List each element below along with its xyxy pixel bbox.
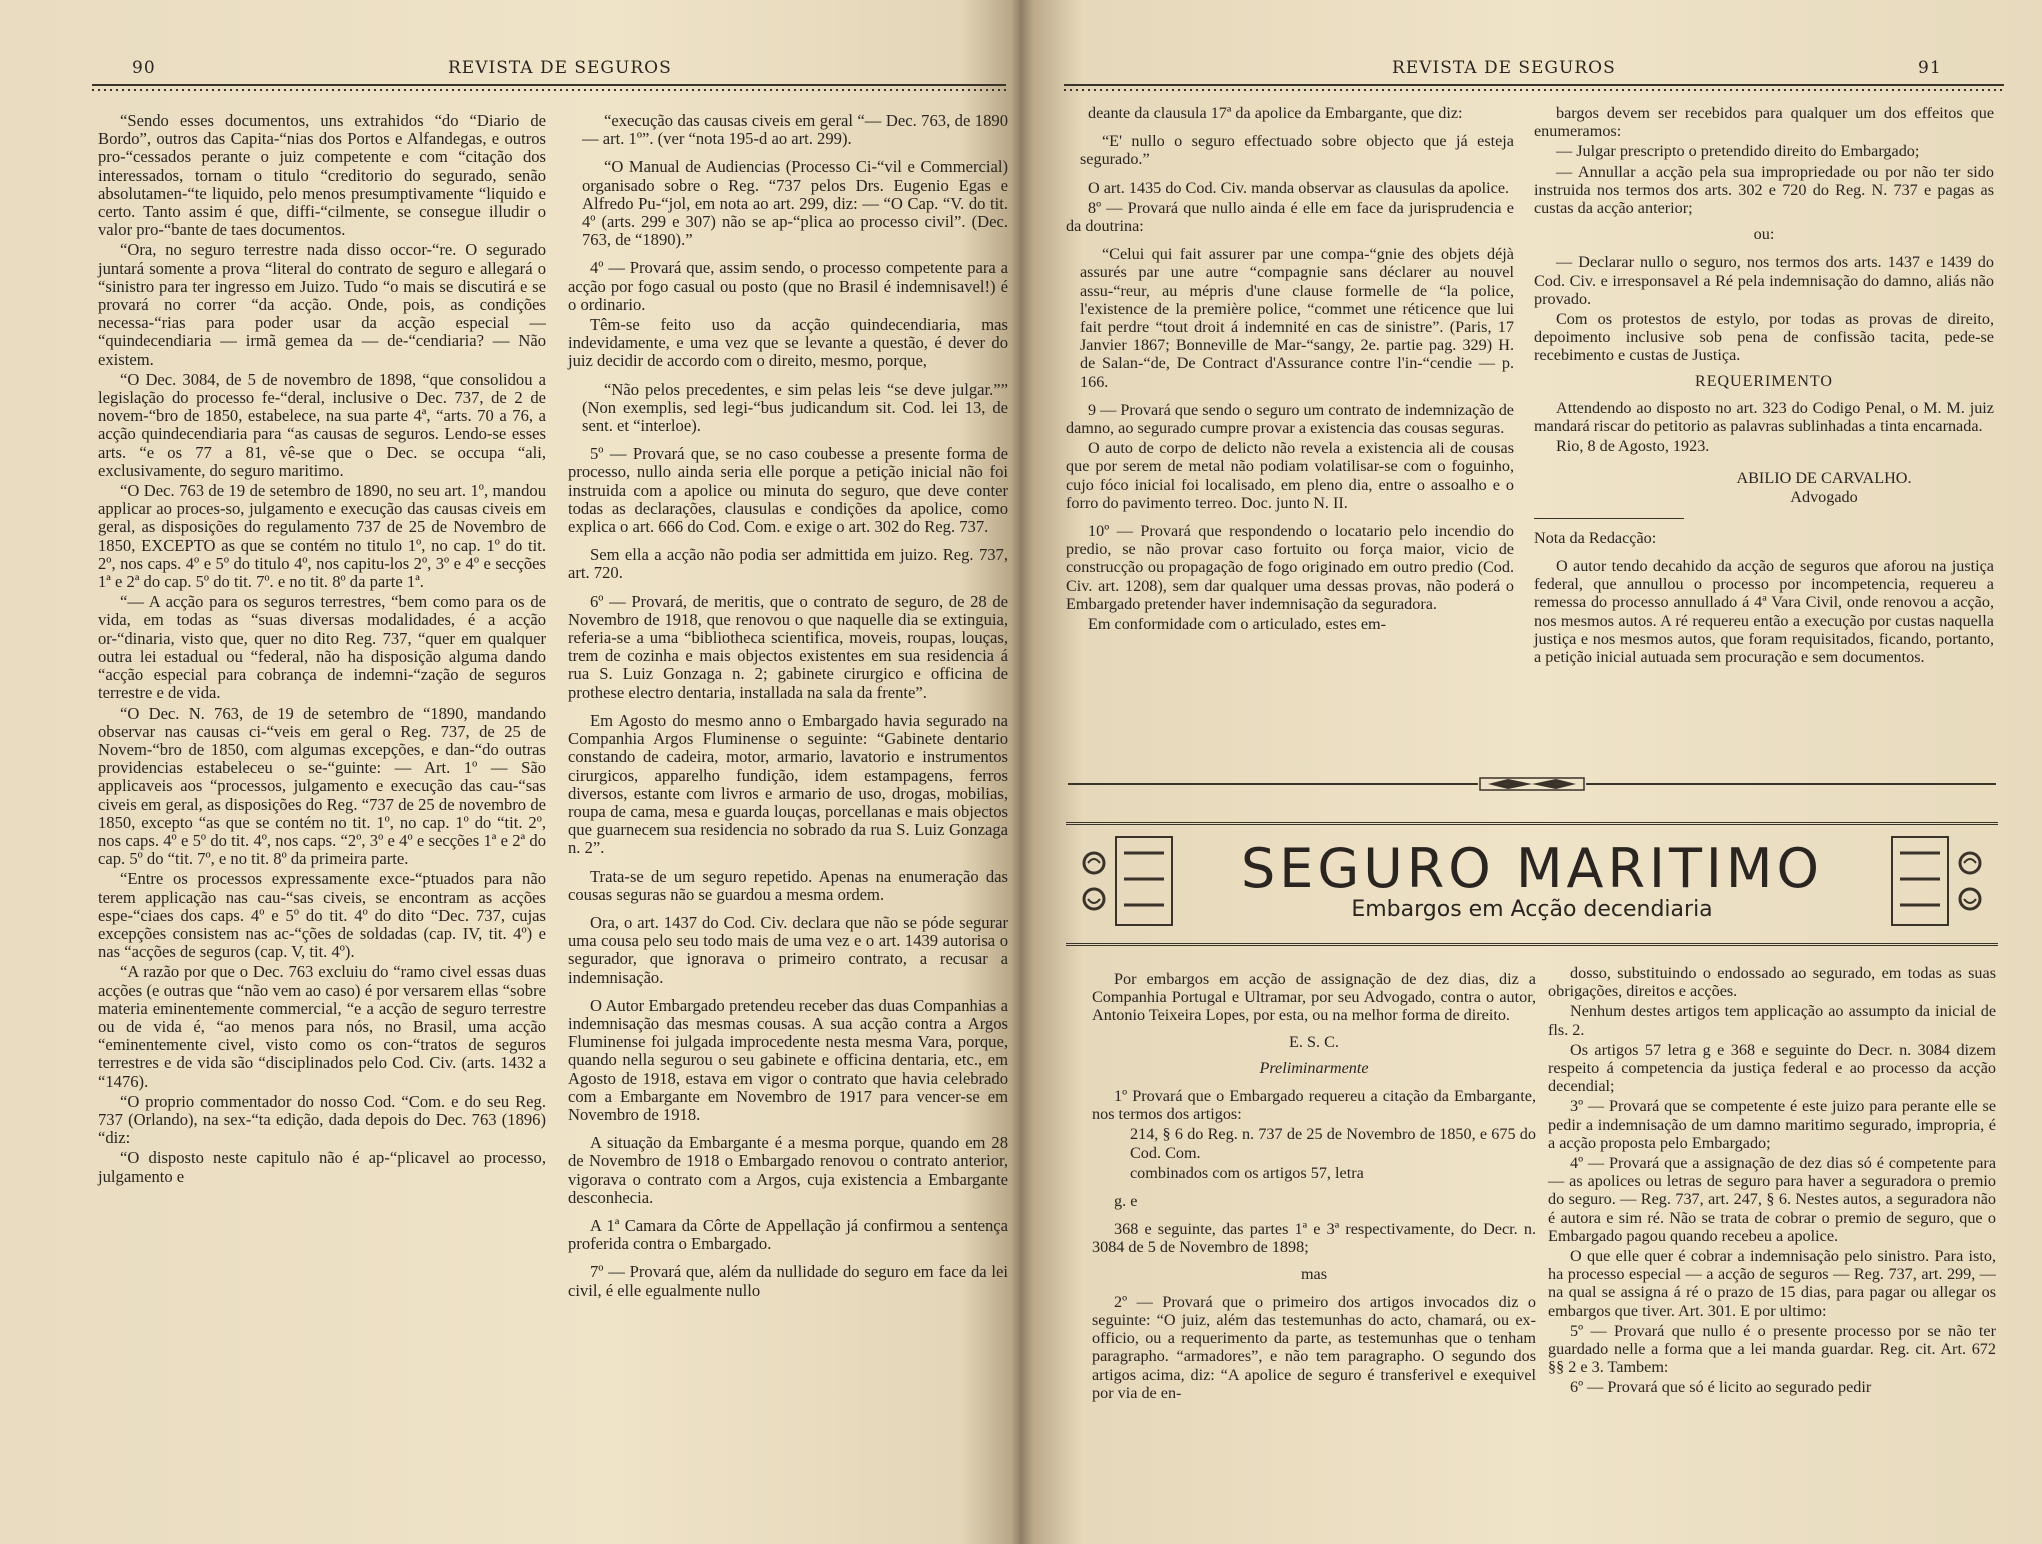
paragraph: 1º Provará que o Embargado requereu a citação da Embargante, nos termos dos artigos: bbox=[1092, 1087, 1536, 1124]
running-head: REVISTA DE SEGUROS bbox=[1392, 58, 1616, 78]
paragraph: deante da clausula 17ª da apolice da Embargante, que diz: bbox=[1088, 104, 1463, 122]
paragraph: 10º — Provará que respondendo o locatario pelo incendio do predio, se não provar caso fortuito ou força maior, vicio de construcção ou propagação de fogo originado em outro predio (Cod. Civ. art. 1208), sem dar qualquer uma dessas provas, não poderá o Embargado pretender haver indemnisação da seguradora. bbox=[1066, 522, 1514, 613]
paragraph: g. e bbox=[1114, 1192, 1138, 1211]
article-column-1 bbox=[1092, 970, 1536, 1404]
article-banner bbox=[1066, 822, 1998, 946]
paragraph: ou: bbox=[1753, 225, 1775, 244]
paragraph: “A razão por que o Dec. 763 excluiu do “ramo civel essas duas acções (e outras que “não vem ao caso) é por versarem ellas “sobre materia eminentemente commercial, “e a acção de seguro terrestre ou de vida é, “ao menos para nós, no Brasil, uma acção “eminentemente civel, visto como os con-“tratos de seguros terrestres e de vida são “disciplinados pelo Cod. Civ. (arts. 1432 a “1476). bbox=[98, 962, 546, 1091]
banner-title: SEGURO MARITIMO bbox=[1241, 837, 1823, 900]
page-number: 90 bbox=[132, 58, 156, 78]
paragraph: mas bbox=[1300, 1264, 1328, 1283]
requerimento-text: Attendendo ao disposto no art. 323 do Codigo Penal, o M. M. juiz mandará riscar do petitorio as palavras sublinhadas a tinta encarnada. bbox=[1534, 398, 1994, 436]
paragraph: A situação da Embargante é a mesma porque, quando em 28 de Novembro de 1918 o Embargado renovou o contrato anterior, vigorava o contrato com a Argos, cuja existencia a Embargante desconhecia. bbox=[568, 1133, 1008, 1207]
paragraph: “Não pelos precedentes, e sim pelas leis “se deve julgar.”” (Non exemplis, sed legi-“bus judicandum sit. Cod. lei 13, de sent. et “interloe). bbox=[582, 379, 1008, 436]
paragraph: O que elle quer é cobrar a indemnisação pelo sinistro. Para isto, ha processo especial — a acção de seguros — Reg. 737, art. 299, — na qual se assigna á ré o prazo de 15 dias, para pagar ou allegar os embargos que tiver. Art. 301. E por ultimo: bbox=[1548, 1247, 1996, 1320]
paragraph: Ora, o art. 1437 do Cod. Civ. declara que não se póde segurar uma cousa pelo seu todo mais de uma vez e o art. 1439 autorisa o segurador, que ignorava o primeiro contrato, a recusar a indemnisação. bbox=[568, 912, 1008, 987]
paragraph: 6º — Provará, de meritis, que o contrato de seguro, de 28 de Novembro de 1918, que renovou o que naquelle dia se extinguia, referia-se a uma “bibliotheca scientifica, moveis, roupas, louças, trem de cozinha e mais objectos existentes em sua residencia á rua S. Luiz Gonzaga n. 2; gabinete cirurgico e officina de prothese electro dentaria, installada na sala da frente”. bbox=[568, 591, 1008, 702]
paragraph: 368 e seguinte, das partes 1ª e 3ª respectivamente, do Decr. n. 3084 de 5 de Novembro de 1898; bbox=[1092, 1220, 1536, 1257]
page-number: 91 bbox=[1918, 58, 1942, 78]
paragraph: 3º — Provará que se competente é este juizo para perante elle se pedir a indemnisação de um damno maritimo segurado, impropria, é a acção proposta pelo Embargado; bbox=[1548, 1097, 1996, 1152]
paragraph: Têm-se feito uso da acção quindecendiaria, mas indevidamente, e uma vez que se levante a questão, é dever do juiz decidir de accordo com o direito, mesmo, porque, bbox=[568, 315, 1008, 371]
paragraph: — Declarar nullo o seguro, nos termos dos arts. 1437 e 1439 do Cod. Civ. e irresponsavel a Ré pela indemnisação do damno, aliás não provado. bbox=[1534, 253, 1994, 308]
paragraph: “O Dec. 3084, de 5 de novembro de 1898, “que consolidou a legislação do processo fe-“deral, inclusive o Dec. 737, de 2 de novem-“bro de 1850, estabelece, na sua parte 4ª, “arts. 70 a 76, a acção quindecendiaria para “as causas de seguros. Lendo-se esses arts. “e os 77 a 81, vê-se que o Dec. se occupa “ali, exclusivamente, do seguro maritimo. bbox=[98, 369, 546, 480]
paragraph: “O Dec. N. 763, de 19 de setembro de “1890, mandando observar nas causas ci-“veis em geral o Reg. 737, de 25 de Novem-“bro de 1850, com algumas excepções, e dan-“do outras providencias estabeleceu o se-“guinte: — Art. 1º — São applicaveis aos “processos, julgamento e execução das cau-“sas civeis em geral, as disposições do Reg. “737 de 25 de novembro de 1850, excepto “as que se contém no tit. 1º, no cap. 1º do “tit. 2º, nos caps. 4º e 5º do tit. 4º, nos caps. “2º, 3º e 4º e secções 1ª e 2ª do cap. 5º do “tit. 7º, e no tit. 8º da primeira parte. bbox=[98, 703, 546, 869]
paragraph: O art. 1435 do Cod. Civ. manda observar as clausulas da apolice. bbox=[1088, 178, 1510, 197]
paragraph: “Celui qui fait assurer par une compa-“gnie des objets déjà assurés par une autre “compagnie sans déclarer au nouvel assu-“reur, au mépris d'une clause formelle de “la police, l'existence de la première police, “commet une réticence que lui fait perdre “tout droit á indemnité en cas de sinistre”. (Paris, 17 Janvier 1867; Bonneville de Mar-“sangy, 2e. partie pag. 329) H. de Salan-“de, De Contract d'Assurance contre l'in-“cendie — p. 166. bbox=[1080, 245, 1514, 391]
paragraph: O Autor Embargado pretendeu receber das duas Companhias a indemnisação das mesmas cousas. A sua acção contra a Argos Fluminense foi julgada improcedente nesta mesma Vara, porque, quando nella segurou o seu gabinete e officina dentaria, etc., em Agosto de 1918, estava em vigor o contrato que havia celebrado com a Embargante em Novembro de 1917 para vencer-se em Novembro de 1918. bbox=[568, 995, 1008, 1124]
paragraph: O auto de corpo de delicto não revela a existencia ali de cousas que por serem de metal não podiam volatilisar-se com o foguinho, cujo fóco inicial foi localisado, em pleno dia, entre o assoalho e o forro do pavimento terreo. Doc. junto N. II. bbox=[1066, 439, 1514, 512]
right-column-2 bbox=[1534, 104, 1994, 668]
header-rule bbox=[1064, 84, 2004, 92]
signature-role: Advogado bbox=[1790, 487, 1858, 506]
paragraph: dosso, substituindo o endossado ao segurado, em todas as suas obrigações, direitos e acções. bbox=[1548, 964, 1996, 1001]
note-heading: Nota da Redacção: bbox=[1534, 528, 1657, 547]
left-column-1 bbox=[98, 112, 546, 1188]
banner-ornament-left-icon bbox=[1076, 833, 1176, 929]
ornamental-divider bbox=[1068, 776, 1996, 792]
paragraph: Trata-se de um seguro repetido. Apenas na enumeração das cousas seguras não se guardou a mesma ordem. bbox=[568, 866, 1008, 904]
paragraph: Em conformidade com o articulado, estes em- bbox=[1088, 615, 1387, 634]
paragraph: 4º — Provará que a assignação de dez dias só é competente para — as apolices ou letras de seguro para haver a seguradora o premio do seguro. — Reg. 737, art. 247, § 6. Nestes autos, a seguradora não é autora e sim ré. Não se trata de cobrar o premio de seguro, que o Embargado pagou quando recebeu a apolice. bbox=[1548, 1154, 1996, 1245]
note-rule bbox=[1534, 518, 1684, 519]
paragraph: “Sendo esses documentos, uns extrahidos “do “Diario de Bordo”, outros das Capita-“nias dos Portos e Alfandegas, e outros pro-“cessados perante o juiz competente e com “citação dos interessados, tornam o titulo “creditorio do segurado, senão absolutamen-“te liquido, pelo menos presumptivamente “liquido e certo. Tanto assim é que, diffi-“cilmente, se consegue illudir o valor pro-“bante de taes documentos. bbox=[98, 111, 546, 240]
running-head: REVISTA DE SEGUROS bbox=[448, 58, 672, 78]
preliminarmente-heading: Preliminarmente bbox=[1259, 1058, 1369, 1077]
paragraph: “— A acção para os seguros terrestres, “bem como para os de vida, em todas as “suas diversas modalidades, é a acção or-“dinaria, visto que, quer no dito Reg. 737, “quer em qualquer outra lei estadual ou “federal, não ha disposição alguma dando “acção especial para cobrança de indemni-“zação de seguros terrestre e de vida. bbox=[98, 592, 546, 703]
paragraph: “E' nullo o seguro effectuado sobre objecto que já esteja segurado.” bbox=[1080, 132, 1514, 169]
paragraph: Os artigos 57 letra g e 368 e seguinte do Decr. n. 3084 dizem respeito á competencia da justiça federal e ao processo da acção decendial; bbox=[1548, 1040, 1996, 1096]
place-date: Rio, 8 de Agosto, 1923. bbox=[1556, 437, 1710, 456]
paragraph: combinados com os artigos 57, letra bbox=[1130, 1163, 1364, 1182]
paragraph: 5º — Provará que, se no caso coubesse a presente forma de processo, nullo ainda seria elle porque a petição inicial não foi instruida com a apolice ou minuta do seguro, que deve conter todas as declarações, clausulas e condições da apolice, como explica o art. 666 do Cod. Com. e exige o art. 302 do Reg. 737. bbox=[568, 444, 1008, 537]
paragraph: Por embargos em acção de assignação de dez dias, diz a Companhia Portugal e Ultramar, por seu Advogado, contra o autor, Antonio Teixeira Lopes, por esta, ou na melhor forma de direito. bbox=[1092, 970, 1536, 1025]
paragraph: Com os protestos de estylo, por todas as provas de direito, depoimento inclusive sob pena de confissão tacita, pede-se recebimento e custas de Justiça. bbox=[1534, 310, 1994, 365]
paragraph: “O Dec. 763 de 19 de setembro de 1890, no seu art. 1º, mandou applicar ao proces-so, julgamento e execução das causas civeis em geral, as disposições do regulamento 737 de 25 de Novembro de 1850, EXCEPTO as que se contém no titulo 1º, no cap. 1º do tit. 2º, nos caps. 4º e 5º do titulo 4º, nos capitu-los 2º, 3º e 4º e secções 1ª e 2ª do cap. 5º do tit. 7º. e no tit. 8º da parte 1ª. bbox=[98, 481, 546, 592]
paragraph: “Ora, no seguro terrestre nada disso occor-“re. O segurado juntará somente a prova “literal do contrato de seguro e allegará o “sinistro para ter ingresso em Juizo. Tudo “o mais se discutirá e se provará no correr “da acção. Onde, pois, as condições necessa-“rias para poder usar da acção especial — “quindecendiaria — irmã gemea da — de-“cendiaria? — Não existem. bbox=[98, 240, 546, 369]
paragraph: bargos devem ser recebidos para qualquer um dos effeitos que enumeramos: bbox=[1534, 104, 1994, 141]
signature: ABILIO DE CARVALHO. bbox=[1736, 469, 1912, 488]
paragraph: “Entre os processos expressamente exce-“ptuados para não terem applicação nas cau-“sas civeis, se encontram as acções espe-“ciaes dos caps. 4º e 5º do tit. 4º do dito “Dec. 737, cujas excepções consistem nas ac-“ções de soldadas (cap. IV, tit. 4º) e nas “acções de seguros (cap. V, tit. 4º). bbox=[98, 869, 546, 962]
paragraph: 8º — Provará que nullo ainda é elle em face da jurisprudencia e da doutrina: bbox=[1066, 198, 1514, 236]
note-text: O autor tendo decahido da acção de seguros que aforou na justiça federal, que annullou o processo por incompetencia, requereu a remessa do processo annullado á 4ª Vara Civil, onde renovou a acção, nos mesmos autos. A ré requereu então a execução por custas naquella justiça e nos mesmos autos, que foram requisitados, ficando, portanto, a petição inicial autuada sem procuração e sem documentos. bbox=[1534, 557, 1994, 667]
left-column-2 bbox=[568, 112, 1008, 1302]
paragraph: Em Agosto do mesmo anno o Embargado havia segurado na Companhia Argos Fluminense o seguinte: “Gabinete dentario constando de cadeira, motor, armario, lavatorio e instrumentos cirurgicos, apparelho fundição, idem estampagens, ferros diversos, estante com livros e armario de uso, drogas, mobilias, roupa de cama, mesa e guarda louças, porcellanas e mais objectos que guarnecem sua residencia no sobrado da rua S. Luiz Gonzaga n. 2”. bbox=[568, 710, 1008, 858]
paragraph: Sem ella a acção não podia ser admittida em juizo. Reg. 737, art. 720. bbox=[568, 545, 1008, 583]
paragraph: 2º — Provará que o primeiro dos artigos invocados diz o seguinte: “O juiz, além das testemunhas do acto, chamará, ou ex-officio, ou a requerimento da parte, as testemunhas que o tenham paragrapho. “armadores”, e não tem paragrapho. O segundo dos artigos acima, diz: “A apolice de seguro é transferivel e exequivel por via de en- bbox=[1092, 1292, 1536, 1402]
paragraph: 9 — Provará que sendo o seguro um contrato de indemnização de damno, ao segurado cumpre provar a existencia das cousas seguras. bbox=[1066, 400, 1514, 438]
paragraph: 214, § 6 do Reg. n. 737 de 25 de Novembro de 1850, e 675 do Cod. Com. bbox=[1130, 1125, 1536, 1162]
paragraph: “execução das causas civeis em geral “— Dec. 763, de 1890 — art. 1º”. (ver “nota 195-d ao art. 299). bbox=[582, 111, 1008, 149]
banner-subtitle: Embargos em Acção decendiaria bbox=[1351, 897, 1713, 922]
paragraph: 4º — Provará que, assim sendo, o processo competente para a acção por fogo casual ou posto (que no Brasil é indemnisavel!) é o ordinario. bbox=[568, 258, 1008, 314]
article-column-2 bbox=[1548, 964, 1996, 1399]
right-column-1 bbox=[1066, 104, 1514, 635]
left-page bbox=[0, 0, 1016, 1544]
banner-ornament-right-icon bbox=[1888, 833, 1988, 929]
paragraph: — Annullar a acção pela sua impropriedade ou por não ter sido instruida nos termos dos arts. 302 e 720 do Reg. N. 737 e pagas as custas da acção anterior; bbox=[1534, 162, 1994, 218]
paragraph: “O Manual de Audiencias (Processo Ci-“vil e Commercial) organisado sobre o Reg. “737 pelos Drs. Eugenio Egas e Alfredo Pu-“jol, em nota ao art. 299, diz: — “O Cap. “V. do tit. 4º (arts. 299 e 307) não se ap-“plica ao processo civil”. (Dec. 763, de “1890).” bbox=[582, 157, 1008, 250]
embargo-conclusion bbox=[1534, 104, 1994, 365]
paragraph: Nenhum destes artigos tem applicação ao assumpto da inicial de fls. 2. bbox=[1548, 1002, 1996, 1039]
esc-heading: E. S. C. bbox=[1289, 1032, 1339, 1051]
paragraph: 6º — Provará que só é licito ao segurado pedir bbox=[1570, 1378, 1872, 1397]
paragraph: “O proprio commentador do nosso Cod. “Com. e do seu Reg. 737 (Orlando), na sex-“ta edição, dada depois do Dec. 763 (1896) “diz: bbox=[98, 1091, 546, 1148]
header-rule bbox=[92, 84, 1006, 92]
paragraph: 5º — Provará que nullo é o presente processo por se não ter guardado nelle a forma que a lei manda guardar. Reg. cit. Art. 672 §§ 2 e 3. Tambem: bbox=[1548, 1321, 1996, 1377]
paragraph: 7º — Provará que, além da nullidade do seguro em face da lei civil, é elle egualmente nullo bbox=[568, 1262, 1008, 1300]
requerimento-heading: REQUERIMENTO bbox=[1695, 372, 1833, 390]
paragraph: — Julgar prescripto o pretendido direito do Embargado; bbox=[1556, 142, 1920, 161]
paragraph: “O disposto neste capitulo não é ap-“plicavel ao processo, julgamento e bbox=[98, 1148, 546, 1186]
paragraph: A 1ª Camara da Côrte de Appellação já confirmou a sentença proferida contra o Embargado. bbox=[568, 1215, 1008, 1254]
